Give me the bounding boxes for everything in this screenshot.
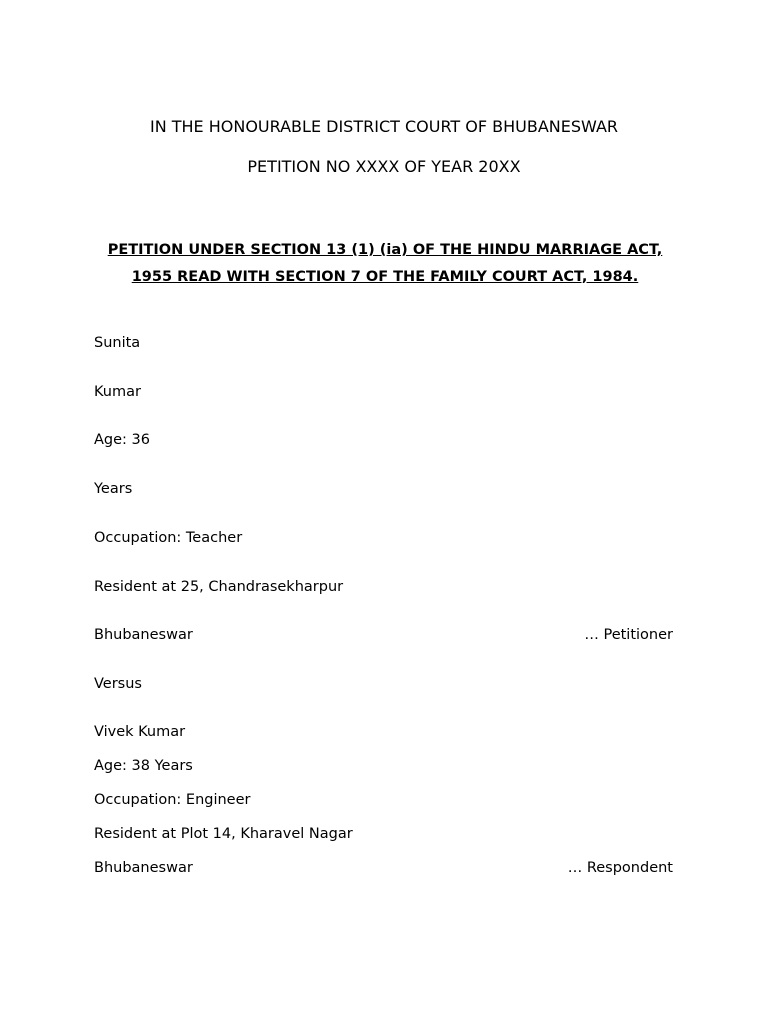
respondent-age: Age: 38 Years [94,758,193,774]
versus-label: Versus [94,676,142,692]
petitioner-age-unit: Years [94,481,133,497]
respondent-resident: Resident at Plot 14, Kharavel Nagar [94,826,353,842]
heading-part-1: PETITION UNDER SECTION 13 (1) (ia) OF THE HINDU MARRIAGE ACT, [107,242,663,258]
respondent-role: … Respondent [567,860,673,876]
petition-heading [100,237,670,290]
petitioner-resident: Resident at 25, Chandrasekharpur [94,579,344,595]
petition-number: PETITION NO XXXX OF YEAR 20XX [247,157,521,176]
court-name: IN THE HONOURABLE DISTRICT COURT OF BHUBANESWAR [149,117,619,136]
petitioner-occupation: Occupation: Teacher [94,530,243,546]
petitioner-age: Age: 36 [94,432,150,448]
petitioner-role: … Petitioner [584,627,673,643]
respondent-name: Vivek Kumar [94,724,186,740]
petitioner-city: Bhubaneswar [94,627,193,643]
heading-part-2: 1955 READ WITH SECTION 7 OF THE FAMILY COURT ACT, 1984. [131,268,639,285]
petitioner-last-name: Kumar [94,384,141,400]
respondent-city: Bhubaneswar [94,860,193,876]
petitioner-first-name: Sunita [94,335,141,351]
respondent-occupation: Occupation: Engineer [94,792,251,808]
